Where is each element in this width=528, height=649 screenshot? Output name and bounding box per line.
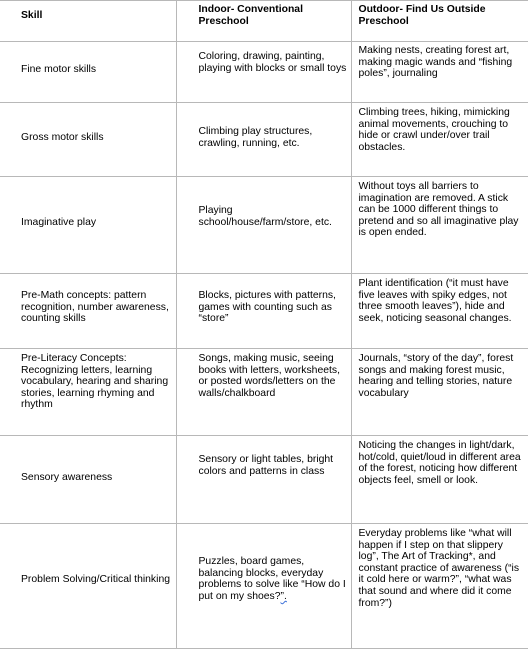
skill-text: Gross motor skills [0,103,176,144]
skill-cell [0,177,176,274]
skill-cell [0,349,176,436]
skill-text: Fine motor skills [0,42,176,76]
indoor-text: Songs, making music, seeing books with letters, worksheets, or posted words/letters on the walls/chalkboard [177,349,351,399]
skill-text: Imaginative play [0,177,176,229]
header-skill [0,1,176,42]
indoor-cell [176,436,351,524]
outdoor-cell [351,42,528,103]
outdoor-cell [351,274,528,349]
indoor-cell [176,274,351,349]
skill-cell [0,42,176,103]
header-skill-label: Skill [0,1,176,22]
outdoor-text: Noticing the changes in light/dark, hot/cold, quiet/loud in different area of the forest, noticing how different objects feel, smell or look. [352,436,528,486]
header-indoor-label: Indoor- Conventional Preschool [177,1,351,27]
outdoor-text: Everyday problems like “what will happen if I step on that slippery log”, The Art of Tracking*, and constant practice of awareness (“is it cold here or warm?”, “what was that sound and where did it come from?”) [352,524,528,609]
indoor-text: Climbing play structures, crawling, running, etc. [177,103,351,149]
outdoor-cell [351,524,528,649]
indoor-text-main: Puzzles, board games, balancing blocks, everyday problems to solve like “How do I put on my shoes? [199,556,346,602]
outdoor-cell [351,349,528,436]
skill-text: Sensory awareness [0,436,176,484]
indoor-cell [176,103,351,177]
outdoor-text: Climbing trees, hiking, mimicking animal movements, crouching to hide or crawl under/over trail obstacles. [352,103,528,153]
header-outdoor [351,1,528,42]
skill-text: Pre-Math concepts: pattern recognition, number awareness, counting skills [0,274,176,325]
indoor-cell [176,524,351,649]
indoor-cell [176,349,351,436]
skill-cell [0,274,176,349]
header-outdoor-label: Outdoor- Find Us Outside Preschool [352,1,528,27]
outdoor-text: Making nests, creating forest art, making magic wands and “fishing poles”, journaling [352,42,528,80]
outdoor-text: Journals, “story of the day”, forest songs and making forest music, hearing and telling stories, nature vocabulary [352,349,528,399]
outdoor-cell [351,436,528,524]
indoor-text: Playing school/house/farm/store, etc. [177,177,351,228]
skill-cell [0,436,176,524]
indoor-text [177,524,351,602]
skill-cell [0,103,176,177]
outdoor-cell [351,177,528,274]
skill-cell [0,524,176,649]
outdoor-cell [351,103,528,177]
skill-text: Pre-Literacy Concepts: Recognizing letters, learning vocabulary, hearing and sharing stories, learning rhyming and rhythm [0,349,176,411]
table-row [0,349,528,436]
table-row [0,436,528,524]
indoor-text: Coloring, drawing, painting, playing with blocks or small toys [177,42,351,74]
indoor-text: Blocks, pictures with patterns, games with counting such as “store” [177,274,351,325]
table-row [0,42,528,103]
table-row [0,274,528,349]
indoor-text: Sensory or light tables, bright colors and patterns in class [177,436,351,477]
outdoor-text: Plant identification (“it must have five leaves with spiky edges, not three smooth leaves”), hide and seek, noticing seasonal changes. [352,274,528,324]
header-indoor [176,1,351,42]
table-row [0,177,528,274]
spellcheck-mark: ”. [281,591,287,602]
header-row [0,1,528,42]
outdoor-text: Without toys all barriers to imagination are removed. A stick can be 1000 different things to pretend and so all imaginative play is open ended. [352,177,528,239]
table-row [0,103,528,177]
table-row [0,524,528,649]
indoor-cell [176,42,351,103]
indoor-cell [176,177,351,274]
skill-text: Problem Solving/Critical thinking [0,524,176,586]
